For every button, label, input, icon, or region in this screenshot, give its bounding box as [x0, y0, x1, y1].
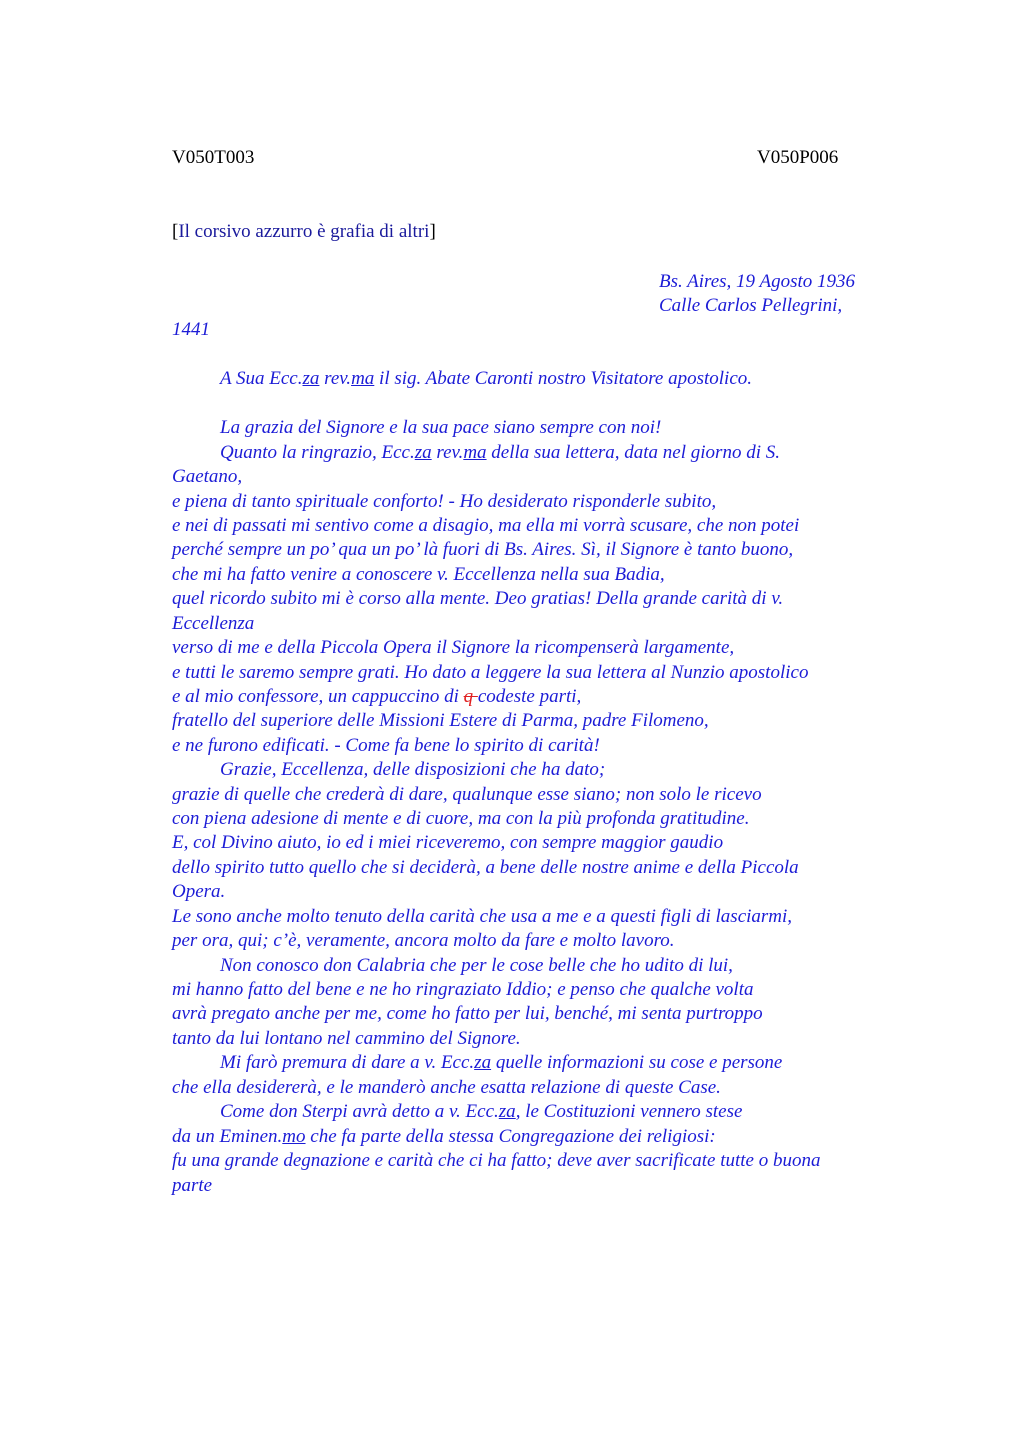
text-run: rev.	[431, 442, 464, 463]
struck-through-text: q	[463, 686, 478, 707]
letter-line: parte	[172, 1175, 213, 1196]
letter-line: fratello del superiore delle Missioni Estere di Parma, padre Filomeno,	[172, 710, 709, 731]
text-run: il sig. Abate Caronti nostro Visitatore apostolico.	[374, 368, 753, 389]
letter-line	[220, 441, 780, 465]
editorial-note	[172, 221, 436, 243]
letter-line: e tutti le saremo sempre grati. Ho dato a leggere la sua lettera al Nunzio apostolico	[172, 662, 809, 683]
letter-line: che ella desidererà, e le manderò anche esatta relazione di queste Case.	[172, 1077, 721, 1098]
addressee-line	[220, 367, 752, 391]
place-date-line: Bs. Aires, 19 Agosto 1936	[659, 271, 855, 292]
text-run: Quanto la ringrazio, Ecc.	[220, 442, 415, 463]
abbreviation-superscript: za	[302, 368, 320, 389]
letter-line: che mi ha fatto venire a conoscere v. Eccellenza nella sua Badia,	[172, 564, 665, 585]
address-street-line: Calle Carlos Pellegrini,	[659, 295, 843, 316]
letter-line: e ne furono edificati. - Come fa bene lo spirito di carità!	[172, 735, 600, 756]
letter-line	[172, 1125, 716, 1149]
letter-line: avrà pregato anche per me, come ho fatto per lui, benché, mi senta purtroppo	[172, 1003, 763, 1024]
text-run: da un Eminen.	[172, 1126, 283, 1147]
text-run: Mi farò premura di dare a v. Ecc.	[220, 1052, 475, 1073]
text-run: che fa parte della stessa Congregazione dei religiosi:	[305, 1126, 716, 1147]
letter-line: e piena di tanto spirituale conforto! - Ho desiderato risponderle subito,	[172, 491, 717, 512]
letter-line: Grazie, Eccellenza, delle disposizioni che ha dato;	[220, 759, 606, 780]
letter-line: e nei di passati mi sentivo come a disagio, ma ella mi vorrà scusare, che non potei	[172, 515, 800, 536]
abbreviation-superscript: za	[474, 1052, 492, 1073]
letter-line: Non conosco don Calabria che per le cose belle che ho udito di lui,	[220, 955, 733, 976]
note-text: Il corsivo azzurro è grafia di altri	[178, 221, 430, 242]
letter-line	[172, 685, 581, 709]
letter-line: Gaetano,	[172, 466, 243, 487]
letter-line: La grazia del Signore e la sua pace siano sempre con noi!	[220, 417, 662, 438]
text-run: della sua lettera, data nel giorno di S.	[486, 442, 780, 463]
text-run: quelle informazioni su cose e persone	[491, 1052, 783, 1073]
abbreviation-superscript: za	[498, 1101, 516, 1122]
note-close-bracket: ]	[429, 221, 436, 242]
letter-line: quel ricordo subito mi è corso alla mente. Deo gratias! Della grande carità di v.	[172, 588, 784, 609]
letter-line	[220, 1051, 782, 1075]
page-code-right: V050P006	[757, 147, 839, 168]
address-number-line: 1441	[172, 319, 210, 340]
letter-line: perché sempre un po’ qua un po’ là fuori di Bs. Aires. Sì, il Signore è tanto buono,	[172, 539, 794, 560]
letter-line: grazie di quelle che crederà di dare, qualunque esse siano; non solo le ricevo	[172, 784, 762, 805]
abbreviation-superscript: mo	[282, 1126, 306, 1147]
letter-line	[220, 1100, 742, 1124]
text-run: , le Costituzioni vennero stese	[515, 1101, 743, 1122]
letter-line: verso di me e della Piccola Opera il Signore la ricompenserà largamente,	[172, 637, 735, 658]
text-run: rev.	[319, 368, 352, 389]
letter-line: tanto da lui lontano nel cammino del Signore.	[172, 1028, 521, 1049]
abbreviation-superscript: za	[414, 442, 432, 463]
letter-line: Eccellenza	[172, 613, 255, 634]
text-run: codeste parti,	[477, 686, 582, 707]
letter-line: Le sono anche molto tenuto della carità che usa a me e a questi figli di lasciarmi,	[172, 906, 793, 927]
letter-line: con piena adesione di mente e di cuore, ma con la più profonda gratitudine.	[172, 808, 750, 829]
text-run: Come don Sterpi avrà detto a v. Ecc.	[220, 1101, 499, 1122]
letter-line: dello spirito tutto quello che si deciderà, a bene delle nostre anime e della Piccola	[172, 857, 799, 878]
abbreviation-superscript: ma	[463, 442, 487, 463]
document-code-left: V050T003	[172, 147, 255, 168]
text-run: e al mio confessore, un cappuccino di	[172, 686, 464, 707]
letter-line: fu una grande degnazione e carità che ci ha fatto; deve aver sacrificate tutte o buona	[172, 1150, 821, 1171]
letter-line: mi hanno fatto del bene e ne ho ringraziato Iddio; e penso che qualche volta	[172, 979, 754, 1000]
letter-line: Opera.	[172, 881, 226, 902]
note-open-bracket: [	[172, 221, 179, 242]
letter-line: E, col Divino aiuto, io ed i miei riceveremo, con sempre maggior gaudio	[172, 832, 724, 853]
letter-line: per ora, qui; c’è, veramente, ancora molto da fare e molto lavoro.	[172, 930, 675, 951]
text-run: A Sua Ecc.	[220, 368, 303, 389]
abbreviation-superscript: ma	[351, 368, 375, 389]
